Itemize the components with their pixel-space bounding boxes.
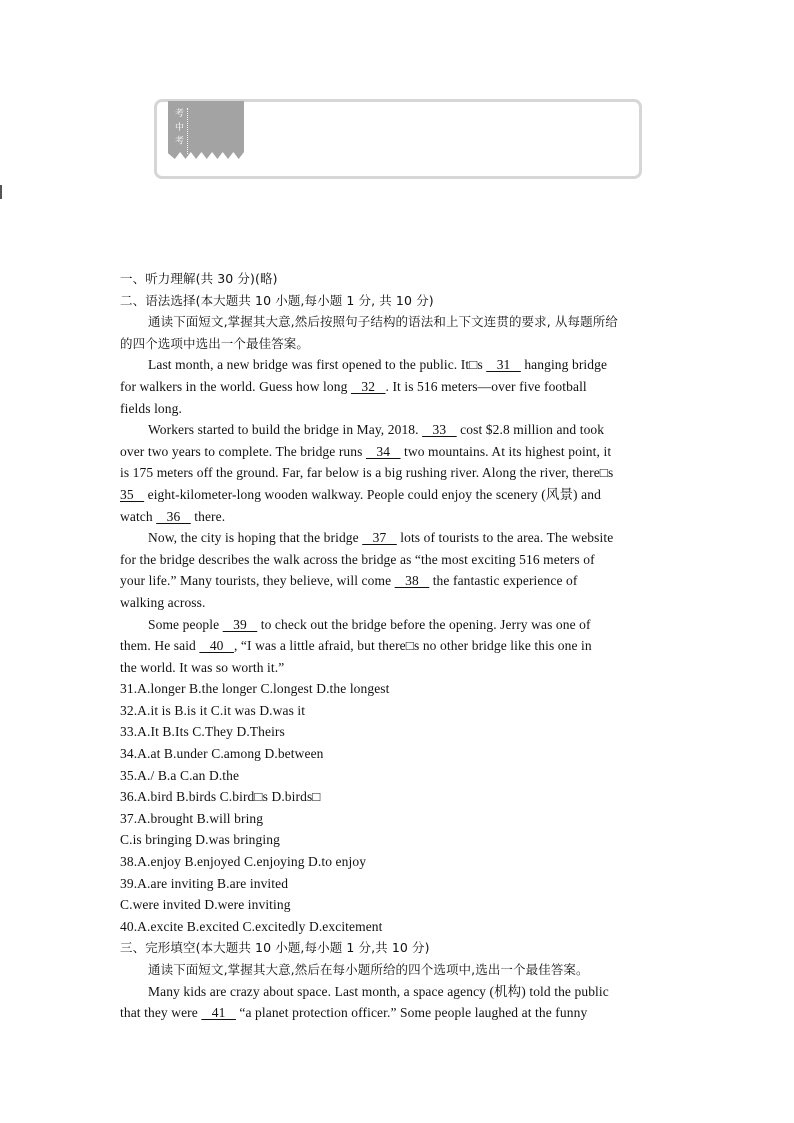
blank-35: 35 [120, 486, 145, 502]
passage-text: your life.” Many tourists, they believe, will come [120, 573, 395, 589]
passage-line [120, 506, 676, 528]
passage-text: Last month, a new bridge was first opened to the public. It□s [148, 357, 487, 373]
option-line: C.were invited D.were inviting [120, 897, 291, 913]
blank-34: 34 [365, 443, 401, 459]
passage-text: lots of tourists to the area. The website [396, 530, 614, 546]
passage-line [120, 376, 676, 398]
option-line: 40.A.excite B.excited C.excitedly D.excitement [120, 918, 383, 934]
blank-33: 33 [422, 422, 457, 438]
blank-38: 38 [394, 573, 430, 589]
passage-line [120, 635, 676, 657]
option-line: 35.A./ B.a C.an D.the [120, 767, 240, 783]
blank-41: 41 [201, 1005, 236, 1021]
passage-line: walking across. [120, 594, 206, 610]
cloze-text: “a planet protection officer.” Some people laughed at the funny [235, 1005, 588, 1021]
passage-text: two mountains. At its highest point, it [400, 443, 612, 459]
passage-line [120, 614, 676, 636]
passage-text: for walkers in the world. Guess how long [120, 378, 351, 394]
passage-text: Workers started to build the bridge in May, 2018. [148, 422, 423, 438]
passage-text: over two years to complete. The bridge runs [120, 443, 366, 459]
blank-36: 36 [156, 508, 191, 524]
passage-text: the fantastic experience of [429, 573, 578, 589]
passage-text: cost $2.8 million and took [456, 422, 605, 438]
passage-text: . It is 516 meters—over five football [385, 378, 587, 394]
grammar-instruction-cont: 的四个选项中选出一个最佳答案。 [120, 335, 310, 351]
cloze-text: that they were [120, 1005, 202, 1021]
passage-text: hanging bridge [520, 357, 608, 373]
option-line: 38.A.enjoy B.enjoyed C.enjoying D.to enjoy [120, 854, 367, 870]
passage-line [120, 354, 676, 376]
option-line: 32.A.it is B.is it C.it was D.was it [120, 702, 306, 718]
edge-mark [0, 185, 2, 199]
option-line: 36.A.bird B.birds C.bird□s D.birds□ [120, 789, 321, 805]
passage-text: , “I was a little afraid, but there□s no other bridge like this one in [233, 638, 592, 654]
passage-line [120, 419, 676, 441]
header-ribbon-label: 考 中 考 [173, 108, 183, 146]
cloze-line: Many kids are crazy about space. Last month, a space agency (机构) told the public [148, 983, 609, 999]
section-cloze-title: 三、完形填空(本大题共 10 小题,每小题 1 分,共 10 分) [120, 940, 430, 956]
passage-text: to check out the bridge before the opening. Jerry was one of [257, 616, 591, 632]
passage-line [120, 484, 676, 506]
option-line: 33.A.It B.Its C.They D.Theirs [120, 724, 285, 740]
passage-text: watch [120, 508, 157, 524]
option-line: 34.A.at B.under C.among D.between [120, 746, 324, 762]
passage-text: eight-kilometer-long wooden walkway. People could enjoy the scenery (风景) and [144, 486, 601, 502]
cloze-line [120, 1002, 676, 1024]
passage-line: is 175 meters off the ground. Far, far below is a big rushing river. Along the river, there□s [120, 465, 614, 481]
option-line: 31.A.longer B.the longer C.longest D.the longest [120, 681, 390, 697]
passage-line: for the bridge describes the walk across the bridge as “the most exciting 516 meters of [120, 551, 595, 567]
ribbon-dots [187, 108, 190, 154]
grammar-instruction: 通读下面短文,掌握其大意,然后按照句子结构的语法和上下文连贯的要求, 从每题所给 [148, 314, 618, 330]
option-line: 37.A.brought B.will bring [120, 810, 264, 826]
passage-text: there. [190, 508, 226, 524]
passage-line [120, 570, 676, 592]
blank-31: 31 [486, 357, 521, 373]
passage-text: Now, the city is hoping that the bridge [148, 530, 363, 546]
passage-line [120, 527, 676, 549]
option-line: 39.A.are inviting B.are invited [120, 875, 289, 891]
blank-37: 37 [362, 530, 397, 546]
blank-40: 40 [199, 638, 234, 654]
passage-line: the world. It was so worth it.” [120, 659, 285, 675]
cloze-instruction: 通读下面短文,掌握其大意,然后在每小题所给的四个选项中,选出一个最佳答案。 [148, 962, 589, 977]
passage-line: fields long. [120, 400, 182, 416]
passage-line [120, 441, 676, 463]
section-grammar-title: 二、语法选择(本大题共 10 小题,每小题 1 分, 共 10 分) [120, 292, 434, 308]
section-listening: 一、听力理解(共 30 分)(略) [120, 271, 278, 286]
option-line: C.is bringing D.was bringing [120, 832, 280, 848]
passage-text: them. He said [120, 638, 200, 654]
blank-32: 32 [350, 378, 386, 394]
blank-39: 39 [222, 616, 258, 632]
exam-content [120, 268, 676, 1024]
passage-text: Some people [148, 616, 223, 632]
